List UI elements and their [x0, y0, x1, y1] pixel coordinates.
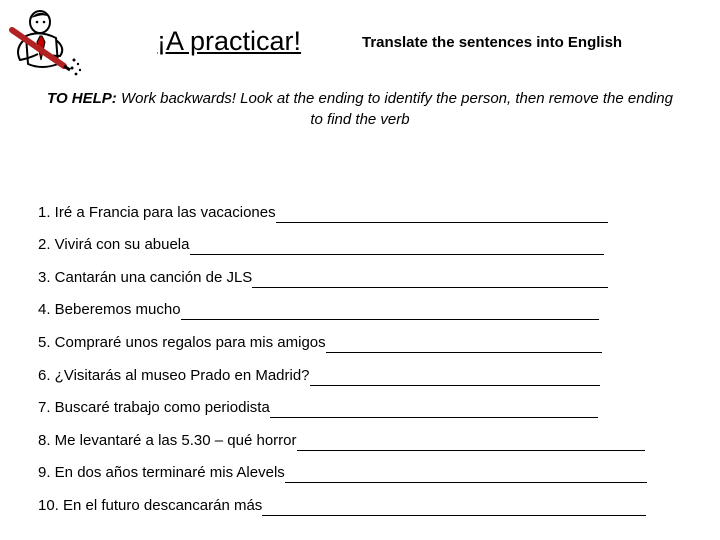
help-text: Work backwards! Look at the ending to identify the person, then remove the ending to find the verb [116, 90, 673, 128]
answer-line[interactable] [285, 468, 647, 483]
student-writing-clipart [4, 8, 88, 80]
page-title: ¡A practicar! [157, 26, 302, 56]
sentence-item [38, 320, 647, 353]
sentence-text: 5. Compraré unos regalos para mis amigos [38, 333, 326, 351]
sentence-item [38, 288, 647, 321]
answer-line[interactable] [252, 273, 608, 288]
instruction-text: Translate the sentences into English [362, 34, 623, 51]
sentence-text: 10. En el futuro descancarán más [38, 496, 263, 514]
answer-line[interactable] [297, 436, 645, 451]
help-label: TO HELP: [47, 90, 117, 107]
sentence-text: 8. Me levantaré a las 5.30 – qué horror [38, 431, 297, 449]
sentence-text: 1. Iré a Francia para las vacaciones [38, 203, 276, 221]
answer-line[interactable] [262, 501, 646, 516]
sentence-text: 2. Vivirá con su abuela [38, 236, 190, 254]
sentence-text: 9. En dos años terminaré mis Alevels [38, 464, 285, 482]
answer-line[interactable] [310, 371, 600, 386]
help-note [40, 88, 680, 130]
sentence-item [38, 418, 647, 451]
answer-line[interactable] [276, 208, 608, 223]
sentence-item [38, 483, 647, 516]
sentence-list [38, 190, 647, 516]
answer-line[interactable] [326, 338, 602, 353]
sentence-text: 6. ¿Visitarás al museo Prado en Madrid? [38, 366, 310, 384]
sentence-text: 4. Beberemos mucho [38, 301, 181, 319]
answer-line[interactable] [270, 403, 598, 418]
sentence-item [38, 255, 647, 288]
sentence-item [38, 353, 647, 386]
sentence-text: 3. Cantarán una canción de JLS [38, 268, 253, 286]
sentence-item [38, 190, 647, 223]
sentence-item [38, 223, 647, 256]
answer-line[interactable] [181, 305, 599, 320]
sentence-item [38, 451, 647, 484]
sentence-item [38, 386, 647, 419]
answer-line[interactable] [190, 240, 604, 255]
sentence-text: 7. Buscaré trabajo como periodista [38, 399, 270, 417]
